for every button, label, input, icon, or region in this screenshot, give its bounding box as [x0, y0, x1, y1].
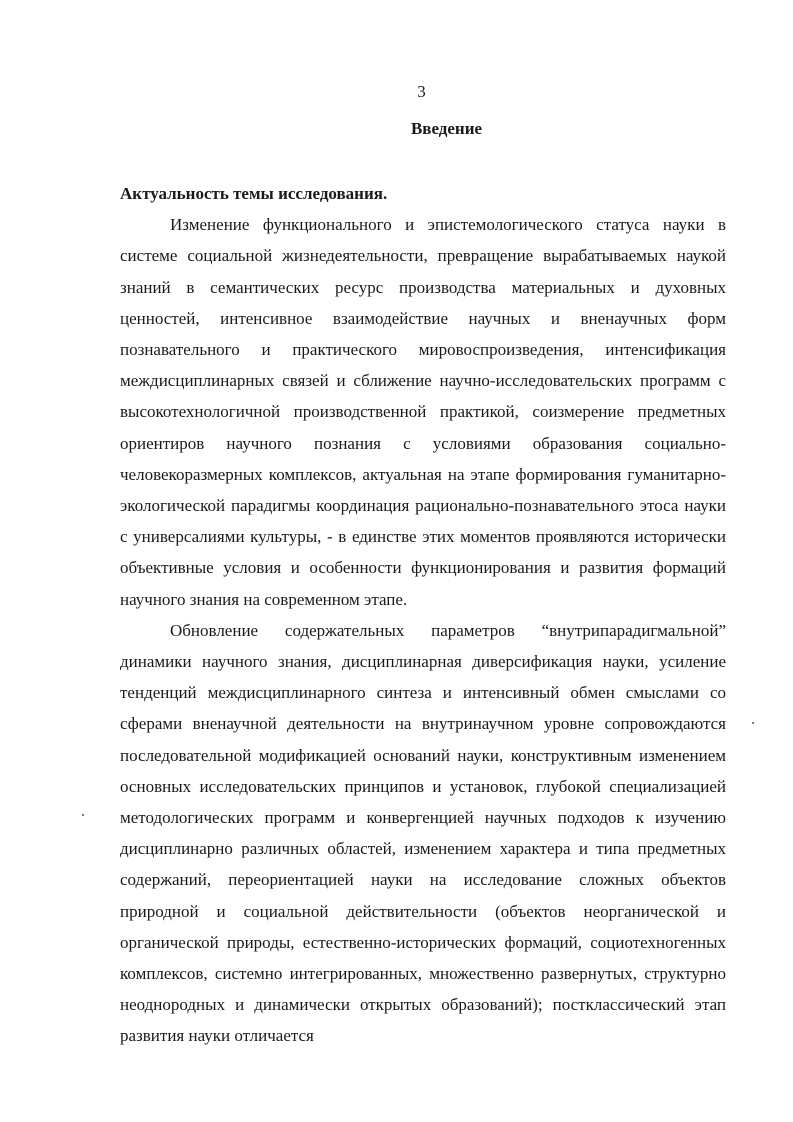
section-title: Введение	[410, 119, 483, 138]
body-text	[120, 178, 726, 1052]
scan-speck	[752, 722, 754, 724]
subheading: Актуальность темы исследования.	[120, 184, 388, 203]
paragraph: Изменение функционального и эпистемологического статуса науки в системе социальной жизнедеятельности, превращение вырабатываемых наукой знаний в семантических ресурс производства материальных и духовных ценностей, интенсивное взаимодействие научных и вненаучных форм познавательного и практического мировоспроизведения, интенсификация междисциплинарных связей и сближение научно-исследовательских программ с высокотехнологичной производственной практикой, соизмерение предметных ориентиров научного познания с условиями образования социально-человекоразмерных комплексов, актуальная на этапе формирования гуманитарно-экологической парадигмы координация рационально-познавательного этоса науки с универсалиями культуры, - в единстве этих моментов проявляются исторически объективные условия и особенности функционирования и развития формаций научного знания на современном этапе.	[120, 215, 726, 609]
scan-speck	[82, 814, 84, 816]
page-number: 3	[417, 82, 426, 101]
paragraph: Обновление содержательных параметров “внутрипарадигмальной” динамики научного знания, дисциплинарная диверсификация науки, усиление тенденций междисциплинарного синтеза и интенсивный обмен смыслами со сферами вненаучной деятельности на внутринаучном уровне сопровождаются последовательной модификацией оснований науки, конструктивным изменением основных исследовательских принципов и установок, глубокой специализацией методологических программ и конвергенцией научных подходов к изучению дисциплинарно различных областей, изменением характера и типа предметных содержаний, переориентацией науки на исследование сложных объектов природной и социальной действительности (объектов неорганической и органической природы, естественно-исторических формаций, социотехногенных комплексов, системно интегрированных, множественно развернутых, структурно неоднородных и динамически открытых образований); постклассический этап развития науки отличается	[120, 620, 726, 1046]
